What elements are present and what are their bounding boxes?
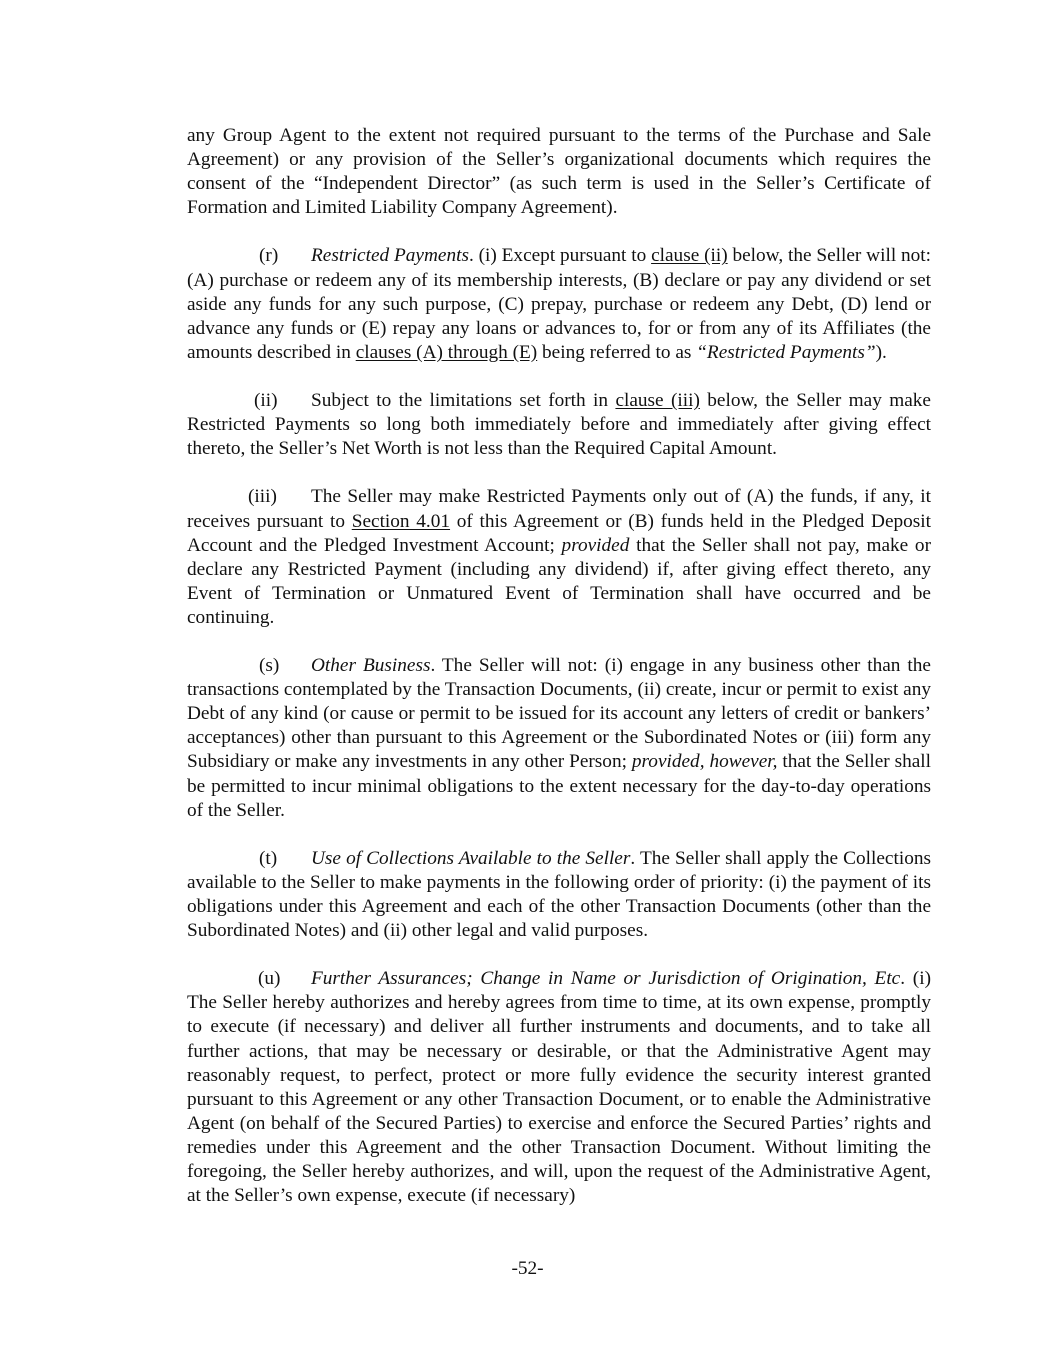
paragraph-text: being referred to as — [537, 341, 697, 363]
paragraph-r-iii — [187, 485, 931, 630]
paragraph-text: below, the Seller will not: (A) purchase or redeem any of its membership interests, (B) declare or pay any dividend or set aside any funds for any such purpose, (C) prepay, purchase or redeem any Debt, (D) lend or advance any funds or (E) repay any loans or advances to, for or from any of its Affiliates (the amounts described in — [187, 245, 931, 363]
paragraph-text: that the Seller shall be permitted to incur minimal obligations to the extent necessary for the day-to-day operations of the Seller. — [187, 751, 932, 821]
section-heading: Further Assurances; Change in Name or Jurisdiction of Origination, Etc — [311, 968, 901, 990]
paragraph-text: Subject to the limitations set forth in — [311, 390, 616, 412]
paragraph-text: of this Agreement or (B) funds held in the Pledged Deposit Account and the Pledged Investment Account; — [187, 510, 931, 556]
section-label: (iii) — [248, 486, 277, 508]
emphasis-term: provided — [561, 534, 630, 556]
document-page — [187, 124, 931, 1232]
paragraph-text: . (i) The Seller hereby authorizes and hereby agrees from time to time, at its own expense, promptly to execute (if necessary) and deliver all further instruments and documents, and to take all further actions, that may be necessary or desirable, or that the Administrative Agent may reasonably request, to perfect, protect or more fully evidence the security interest granted pursuant to this Agreement or any other Transaction Document, or to enable the Administrative Agent (on behalf of the Secured Parties) to exercise and enforce the Secured Parties’ rights and remedies under this Agreement and the other Transaction Document. Without limiting the foregoing, the Seller hereby authorizes, and will, upon the request of the Administrative Agent, at the Seller’s own expense, execute (if necessary) — [187, 968, 931, 1207]
paragraph-r-restricted-payments — [187, 244, 931, 364]
section-label: (ii) — [254, 390, 278, 412]
section-label: (r) — [259, 245, 279, 267]
defined-term: “Restricted Payments” — [696, 341, 876, 363]
paragraph-r-ii — [187, 389, 931, 461]
paragraph-t-use-of-collections — [187, 847, 931, 943]
emphasis-term: provided, however, — [631, 751, 778, 773]
paragraph-text: that the Seller shall not pay, make or declare any Restricted Payment (including any dividend) if, after giving effect thereto, any Event of Termination or Unmatured Event of Termination shall have occurred and be continuing. — [187, 534, 931, 628]
paragraph-text: . The Seller will not: (i) engage in any business other than the transactions contemplated by the Transaction Documents, (ii) create, incur or permit to exist any Debt of any kind (or cause or permit to be issued for its account any letters of credit or bankers’ acceptances) other than pursuant to this Agreement or the Subordinated Notes or (iii) form any Subsidiary or make any investments in any other Person; — [187, 655, 931, 773]
paragraph-text: . (i) Except pursuant to — [468, 245, 652, 267]
paragraph-text: below, the Seller may make Restricted Payments so long both immediately before and immediately after giving effect thereto, the Seller’s Net Worth is not less than the Required Capital Amount. — [187, 390, 931, 460]
section-label: (s) — [259, 655, 280, 677]
paragraph-text: The Seller may make Restricted Payments only out of (A) the funds, if any, it receives pursuant to — [187, 486, 931, 532]
paragraph-text: . The Seller shall apply the Collections available to the Seller to make payments in the following order of priority: (i) the payment of its obligations under this Agreement and each of the other Transaction Documents (other than the Subordinated Notes) and (ii) other legal and valid purposes. — [187, 847, 931, 942]
page-number: -52- — [511, 1258, 544, 1279]
paragraph-s-other-business — [187, 654, 931, 823]
section-label: (u) — [258, 968, 281, 990]
section-heading: Use of Collections Available to the Seller — [311, 847, 631, 869]
paragraph-text: any Group Agent to the extent not required pursuant to the terms of the Purchase and Sale Agreement) or any provision of the Seller’s organizational documents which requires the consent of the “Independent Director” (as such term is used in the Seller’s Certificate of Formation and Limited Liability Company Agreement). — [187, 125, 931, 219]
cross-reference: clauses (A) through (E) — [355, 341, 538, 363]
paragraph-q-continuation — [187, 124, 931, 220]
cross-reference: clause (ii) — [651, 245, 728, 267]
paragraph-text: ). — [875, 341, 887, 363]
cross-reference: clause (iii) — [615, 390, 700, 412]
section-heading: Other Business — [311, 655, 431, 677]
section-heading: Restricted Payments — [311, 245, 469, 267]
section-label: (t) — [259, 847, 278, 869]
cross-reference: Section 4.01 — [351, 510, 451, 532]
paragraph-u-further-assurances — [187, 967, 931, 1208]
